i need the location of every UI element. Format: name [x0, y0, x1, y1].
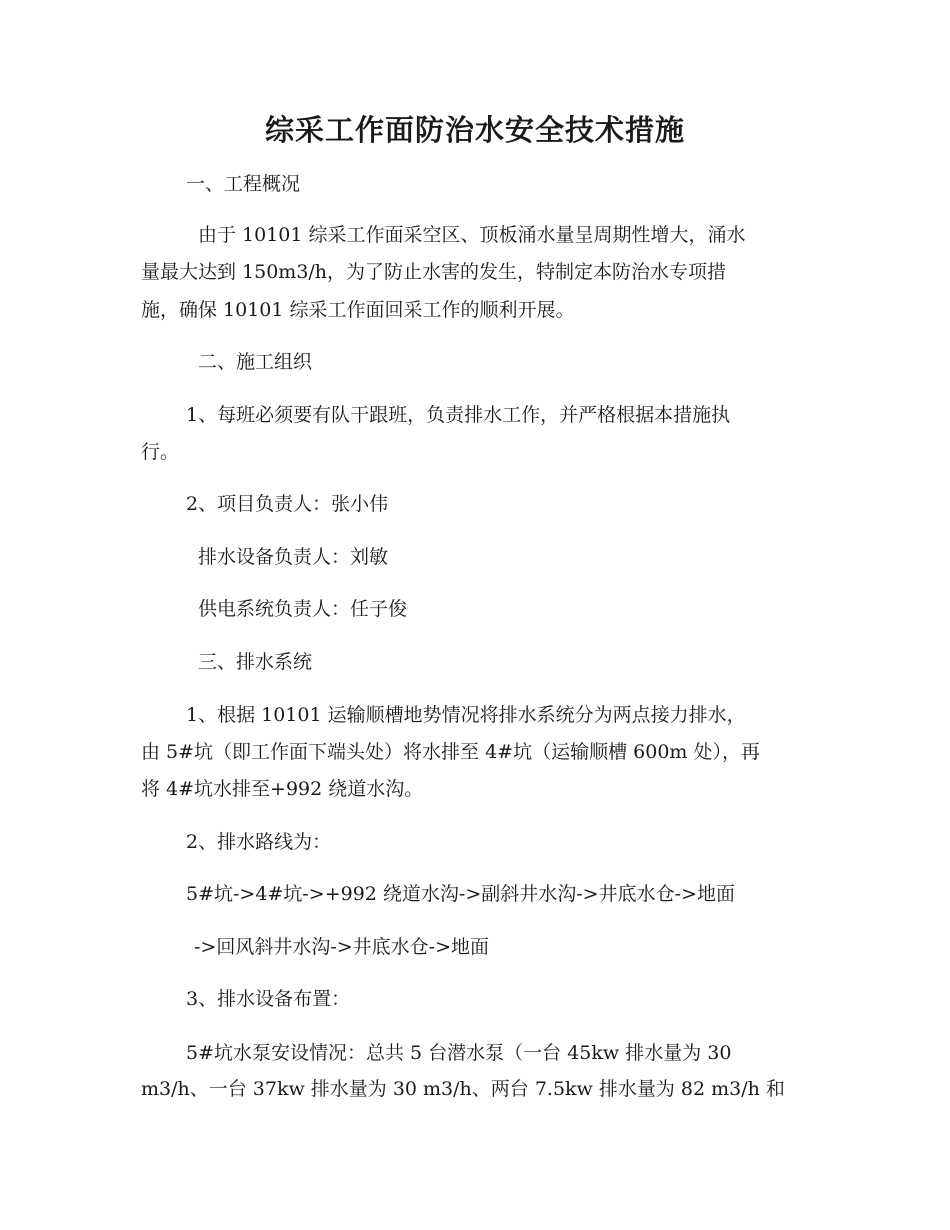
section-2-item-1-line: 行。 — [141, 441, 180, 463]
section-3-item-1-line: 由 5#坑（即工作面下端头处）将水排至 4#坑（运输顺槽 600m 处），再 — [141, 741, 760, 763]
section-3-item-1-line: 将 4#坑水排至+992 绕道水沟。 — [141, 778, 424, 800]
section-2-item-1-line: 1、每班必须要有队干跟班，负责排水工作，并严格根据本措施执 — [186, 404, 731, 426]
section-1-heading: 一、工程概况 — [186, 173, 301, 195]
power-lead-line: 供电系统负责人：任子俊 — [198, 598, 408, 620]
section-3-heading: 三、排水系统 — [198, 651, 313, 673]
drainage-route-1: 5#坑->4#坑->+992 绕道水沟->副斜井水沟->井底水仓->地面 — [186, 883, 735, 905]
drainage-route-2: ->回风斜井水沟->井底水仓->地面 — [194, 936, 490, 958]
pump-installation-line: 5#坑水泵安设情况：总共 5 台潜水泵（一台 45kw 排水量为 30 — [186, 1042, 732, 1064]
section-1-paragraph-line: 由于 10101 综采工作面采空区、顶板涌水量呈周期性增大，涌水 — [198, 224, 746, 246]
section-2-heading: 二、施工组织 — [198, 351, 313, 373]
document-title: 综采工作面防治水安全技术措施 — [264, 113, 685, 147]
section-3-item-1-line: 1、根据 10101 运输顺槽地势情况将排水系统分为两点接力排水， — [186, 704, 746, 726]
section-1-paragraph-line: 施，确保 10101 综采工作面回采工作的顺利开展。 — [141, 299, 575, 321]
section-1-paragraph-line: 量最大达到 150m3/h，为了防止水害的发生，特制定本防治水专项措 — [141, 261, 727, 283]
drainage-route-label: 2、排水路线为： — [186, 831, 332, 853]
pump-installation-line: m3/h、一台 37kw 排水量为 30 m3/h、两台 7.5kw 排水量为 82 m3/h 和 — [141, 1078, 785, 1100]
project-lead-line: 2、项目负责人：张小伟 — [186, 493, 389, 515]
equipment-layout-label: 3、排水设备布置： — [186, 988, 351, 1010]
drainage-lead-line: 排水设备负责人：刘敏 — [198, 546, 389, 568]
